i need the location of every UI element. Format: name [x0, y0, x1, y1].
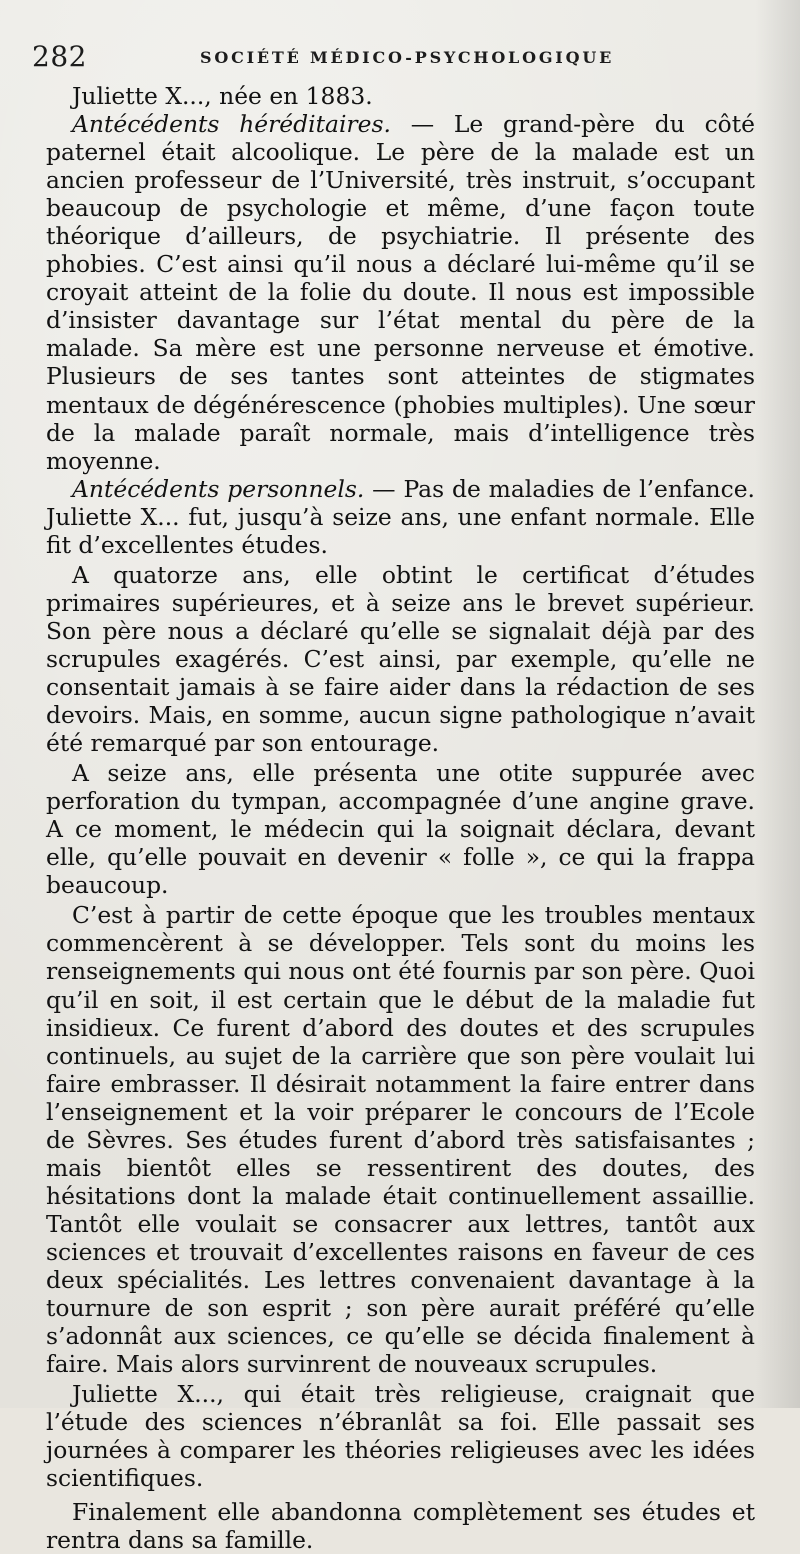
paragraph-text: Finalement elle abandonna complètement ses études et rentra dans sa famille. — [46, 1498, 755, 1554]
page-number: 282 — [32, 40, 87, 73]
paragraph-patient-intro — [46, 82, 755, 110]
paragraph-text: — Le grand-père du côté paternel était alcoolique. Le père de la malade est un ancien professeur de l’Université, très instruit, s’occupant beaucoup de psychologie et même, d’une façon toute théorique d’ailleurs, de psychiatrie. Il présente des phobies. C’est ainsi qu’il nous a déclaré lui-même qu’il se croyait atteint de la folie du doute. Il nous est impossible d’insister davantage sur l’état mental du père de la malade. Sa mère est une personne nerveuse et émotive. Plusieurs de ses tantes sont atteintes de stigmates mentaux de dégénérescence (phobies multiples). Une sœur de la malade paraît normale, mais d’intelligence très moyenne. — [46, 110, 755, 475]
paragraph-illness-at-sixteen — [46, 759, 755, 899]
paragraph-text: Juliette X..., née en 1883. — [72, 82, 373, 110]
paragraph-text: C’est à partir de cette époque que les troubles mentaux commencèrent à se développer. Tels sont du moins les renseignements qui nous ont été fournis par son père. Quoi qu’il en soit, il est certain que le début de la maladie fut insidieux. Ce furent d’abord des doutes et des scrupules continuels, au sujet de la carrière que son père voulait lui faire embrasser. Il désirait notamment la faire entrer dans l’enseignement et la voir préparer le concours de l’Ecole de Sèvres. Ses études furent d’abord très satisfaisantes ; mais bientôt elles se ressentirent des doutes, des hésitations dont la malade était continuellement assaillie. Tantôt elle voulait se consacrer aux lettres, tantôt aux sciences et trouvait d’excellentes raisons en faveur de ces deux spécialités. Les lettres convenaient davantage à la tournure de son esprit ; son père aurait préféré qu’elle s’adonnât aux sciences, ce qu’elle se décida finalement à faire. Mais alors survinrent de nouveaux scrupules. — [46, 901, 755, 1379]
section-heading-personal: Antécédents personnels. — [72, 474, 365, 503]
paragraph-studies — [46, 561, 755, 757]
paragraph-text: A seize ans, elle présenta une otite suppurée avec perforation du tympan, accompagnée d’une angine grave. A ce moment, le médecin qui la soignait déclara, devant elle, qu’elle pouvait en devenir « folle », ce qui la frappa beaucoup. — [46, 759, 755, 900]
paragraph-text: — Pas de maladies de l’enfance. Juliette X... fut, jusqu’à seize ans, une enfant normale. Elle fit d’excellentes études. — [46, 474, 755, 559]
paragraph-conclusion — [46, 1498, 755, 1554]
journal-title: SOCIÉTÉ MÉDICO-PSYCHOLOGIQUE — [200, 48, 615, 67]
paragraph-text: Juliette X..., qui était très religieuse, craignait que l’étude des sciences n’ébranlât sa foi. Elle passait ses journées à comparer les théories religieuses avec les idées scientifiques. — [46, 1380, 755, 1493]
paragraph-onset-of-troubles — [46, 901, 755, 1378]
body-text — [46, 82, 755, 1554]
paragraph-text: A quatorze ans, elle obtint le certificat d’études primaires supérieures, et à seize ans le brevet supérieur. Son père nous a déclaré qu’elle se signalait déjà par des scrupules exagérés. C’est ainsi, par exemple, qu’elle ne consentait jamais à se faire aider dans la rédaction de ses devoirs. Mais, en somme, aucun signe pathologique n’avait été remarqué par son entourage. — [46, 560, 755, 758]
paragraph-hereditary-history — [46, 110, 755, 475]
running-header — [0, 34, 800, 74]
section-heading-hereditary: Antécédents héréditaires. — [72, 110, 391, 139]
paragraph-religious-scruples — [46, 1380, 755, 1492]
paragraph-personal-history — [46, 475, 755, 559]
